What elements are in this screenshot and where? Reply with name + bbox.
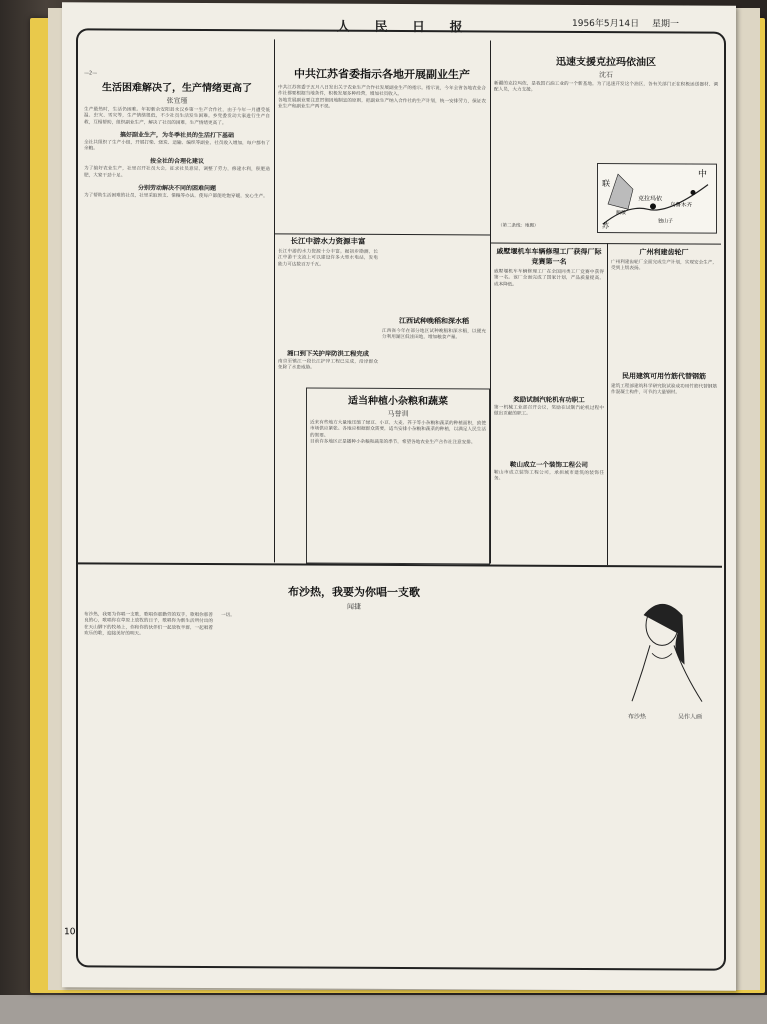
article-title: 布沙热，我要为你唱一支歌: [288, 585, 420, 600]
map-label: 额敏: [616, 210, 627, 217]
article-body: 鞍山市成立装饰工程公司，承担城市建筑的装饰任务。: [494, 470, 604, 482]
column-divider: [274, 39, 275, 562]
article-body: 长江中游的水力资源十分丰富。据初步勘测，长江中游干支流上可以建设许多大型水电站，发电能力可达数百万千瓦。: [278, 249, 378, 268]
article-subhead: 按全社的合理化建议: [149, 158, 204, 166]
article-title: 迅速支援克拉玛依油区: [556, 56, 656, 69]
article-title: 戚墅堰机车车辆修理工厂获得厂际竞赛第一名: [496, 247, 602, 266]
article-byline: 马誉训: [387, 409, 409, 419]
article-qishuyan-works: [494, 246, 604, 392]
column-divider: [490, 40, 491, 563]
map-label: 联: [602, 179, 610, 189]
article-body: 戚墅堰机车车辆修理工厂在全国同类工厂竞赛中获得第一名。该厂全面完成了国家计划，产品质量提高，成本降低。: [494, 269, 604, 288]
article-flood-works: [278, 348, 378, 385]
article-title: 中共江苏省委指示各地开展副业生产: [294, 67, 470, 82]
article-yangtze-water: [278, 235, 378, 346]
article-body: 江西省今年在部分地区试种晚稻和深水稻，以便充分利用湖区低洼田地，增加粮食产量。: [382, 328, 486, 341]
article-body: 生产最热时，生活仍困难。年初新余安阳县永汉乡第一生产合作社，由于今年一月遭受低温、虫灾、雪灾等，生产情绪很低，不少社员生活发生困难。乡党委发动大家进行生产自救，互相帮助，组织副业生产，解决了社员的困难，生产情绪更高了。: [84, 107, 270, 126]
article-title: 广州利建齿轮厂: [639, 248, 689, 257]
section-marker: —2—: [84, 70, 98, 77]
issue-weekday: 星期一: [652, 19, 680, 30]
article-body: 全社共组织了生产小组，开展打柴、烧炭、运输、编织等副业，社员收入增加，每户都有了余粮。: [84, 140, 270, 152]
article-byline: 张宣瑾: [166, 96, 188, 105]
paper-name: 人 民 日 报: [337, 19, 473, 36]
article-title: 适当种植小杂粮和蔬菜: [348, 395, 448, 408]
karamay-map: [597, 163, 717, 234]
page-number: 10: [64, 927, 76, 938]
article-title: 生活困难解决了，生产情绪更高了: [102, 82, 252, 95]
article-guangzhou-gears: [611, 247, 717, 368]
floor-strip: [0, 995, 767, 1024]
article-bushare-song: [84, 572, 624, 950]
article-body: 新疆的克拉玛依，是我国石油工业的一个新基地。为了迅速开发这个油区，各有关部门正在积极运送器材、调配人员，大力支援。: [494, 81, 718, 94]
article-anshan-company: [494, 459, 604, 560]
article-body: 南京至镇江一段长江护岸工程已完成，沿岸群众免除了水患威胁。: [278, 359, 378, 371]
article-title: 鞍山成立一个装饰工程公司: [510, 460, 588, 469]
map-region: [608, 174, 633, 209]
article-body: 在天山脚下的牧场上，你和你的伙伴们一起放牧羊群，一起唱着欢乐的歌，迎接美好的明天。: [84, 624, 213, 637]
article-body: 为了搞好农业生产，社里召开社员大会，征求社员意见，调整了劳力，修建水利，积肥造肥，大家干劲十足。: [84, 166, 270, 179]
article-title: 江西试种晚稻和深水稻: [399, 317, 469, 326]
portrait-collar: [652, 653, 672, 658]
portrait-shoulders: [632, 645, 702, 701]
portrait-illustration: [622, 593, 714, 703]
portrait-caption: 布沙热: [628, 713, 647, 721]
map-label: 克拉玛依: [638, 195, 663, 203]
article-body: 第一机械工业部召开会议，奖励在试制汽轮机过程中做出贡献的职工。: [494, 405, 604, 417]
article-body: 近来有些地方大量地压缩了绿豆、小豆、大麦、荞子等小杂粮和蔬菜的种植面积，致使市场供应紧张。各地应根据群众需要，适当安排小杂粮和蔬菜的种植，以满足人民生活的需要。: [310, 420, 486, 439]
article-body: 布沙热，我要为你唱一支歌，歌唱你那勤劳的双手，歌唱你那善良的心，歌唱你在草原上放牧的日子，歌唱你为新生活所付出的一切。: [84, 612, 235, 625]
article-bamboo-rebar: [611, 371, 717, 560]
portrait-artist: 吴作人画: [678, 713, 703, 721]
map-label: 独山子: [658, 218, 674, 225]
map-label: 中: [698, 169, 708, 180]
article-byline: 沈石: [599, 71, 613, 80]
article-title: 长江中游水力资源丰富: [290, 236, 366, 246]
article-title: 湘口到下关护岸防洪工程完成: [287, 350, 369, 358]
map-caption: （第二条线：地图）: [498, 223, 539, 229]
column-divider: [607, 243, 608, 565]
article-subhead: 搞好副业生产，为冬季社员的生活打下基础: [119, 131, 234, 140]
newspaper-page: [62, 2, 736, 991]
map-graphic: [598, 164, 716, 233]
article-body: 中共江苏省委于五月八日发出关于农业生产合作社发展副业生产的指示。指示说，今年全省各地农业合作社都要根据当地条件，积极发展多种经营，增加社员收入。: [278, 85, 486, 98]
issue-date: 1956年5月14日: [572, 18, 640, 30]
article-jiangsu-sideline: [278, 65, 486, 231]
article-subhead: 分别劳动解决不同的困难问题: [137, 184, 216, 193]
article-jiangxi-rice: [382, 316, 486, 387]
article-body: 广州利建齿轮厂全面完成生产计划，实现安全生产，受到上级表扬。: [611, 260, 717, 272]
article-turbine-award: [494, 394, 604, 455]
article-body: 目前许多地区正是播种小杂粮和蔬菜的季节，希望各地农业生产合作社注意安排。: [310, 439, 476, 446]
article-living-difficulties: [84, 70, 270, 559]
article-title: 奖励试制汽轮机有功职工: [513, 395, 585, 404]
map-label: 乌鲁木齐: [670, 202, 693, 209]
article-byline: 闻捷: [347, 602, 361, 611]
article-body: 各地发展副业要注意贯彻因地制宜的原则，把副业生产纳入合作社的生产计划，统一安排劳力，保证农业生产和副业生产两不误。: [278, 97, 486, 110]
article-grains-vegetables: [306, 388, 490, 565]
portrait-drawing: [622, 593, 714, 703]
article-body: 建筑工程部建筑科学研究院试验成功用竹筋代替钢筋作混凝土构件，可节约大量钢材。: [611, 384, 717, 396]
article-body: 为了帮助生活困难的社员，社里采取预支、借粮等办法，使每户都能吃饱穿暖，安心生产。: [84, 193, 268, 200]
map-city-marker: [650, 203, 656, 209]
map-city-marker: [691, 190, 696, 195]
article-title: 民用建筑可用竹筋代替钢筋: [622, 372, 706, 381]
map-label: 苏: [602, 222, 609, 231]
